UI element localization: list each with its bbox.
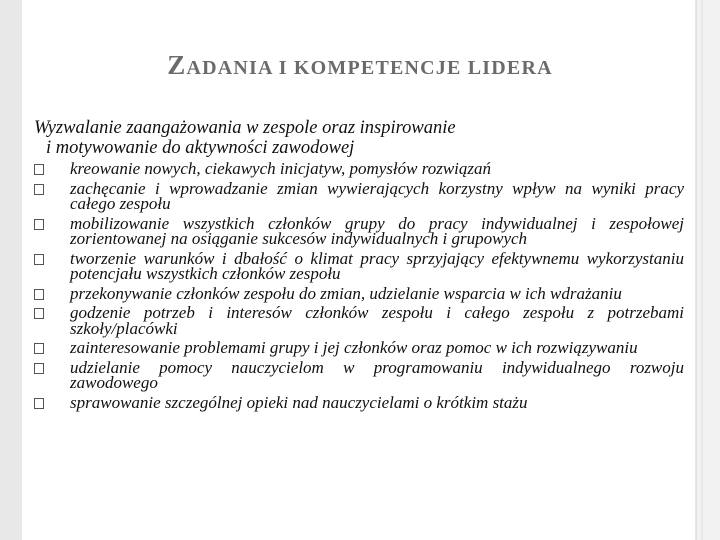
page-title — [0, 52, 720, 79]
list-item: kreowanie nowych, ciekawych inicjatyw, pomysłów rozwiązań — [34, 161, 684, 177]
list-item: zainteresowanie problemami grupy i jej członków oraz pomoc w ich rozwiązywaniu — [34, 340, 684, 356]
square-bullet-icon — [34, 164, 44, 175]
square-bullet-icon — [34, 363, 44, 374]
list-item: tworzenie warunków i dbałość o klimat pracy sprzyjający efektywnemu wykorzystaniu potencjału wszystkich członków zespołu — [34, 251, 684, 282]
square-bullet-icon — [34, 254, 44, 265]
list-item: przekonywanie członków zespołu do zmian, udzielanie wsparcia w ich wdrażaniu — [34, 286, 684, 302]
heading-line-1: Wyzwalanie zaangażowania w zespole oraz inspirowanie — [34, 118, 456, 138]
square-bullet-icon — [34, 308, 44, 319]
list-item: udzielanie pomocy nauczycielom w programowaniu indywidualnego rozwoju zawodowego — [34, 360, 684, 391]
title-rest: ADANIA I KOMPETENCJE LIDERA — [186, 57, 553, 79]
list-item: mobilizowanie wszystkich członków grupy do pracy indywidualnej i zespołowej zorientowanej na osiąganie sukcesów indywidualnych i grupowych — [34, 216, 684, 247]
square-bullet-icon — [34, 398, 44, 409]
square-bullet-icon — [34, 343, 44, 354]
list-item: sprawowanie szczególnej opieki nad nauczycielami o krótkim stażu — [34, 395, 684, 411]
left-decorative-bar — [0, 0, 22, 540]
square-bullet-icon — [34, 219, 44, 230]
heading-line-2: i motywowanie do aktywności zawodowej — [46, 138, 355, 158]
title-first-letter: Z — [167, 50, 187, 80]
slide-content — [34, 118, 684, 414]
list-item: godzenie potrzeb i interesów członków zespołu i całego zespołu z potrzebami szkoły/placówki — [34, 305, 684, 336]
section-heading — [34, 118, 684, 158]
square-bullet-icon — [34, 184, 44, 195]
competency-list — [34, 161, 684, 410]
right-decorative-frame — [690, 0, 720, 540]
list-item: zachęcanie i wprowadzanie zmian wywierających korzystny wpływ na wyniki pracy całego zespołu — [34, 181, 684, 212]
square-bullet-icon — [34, 289, 44, 300]
